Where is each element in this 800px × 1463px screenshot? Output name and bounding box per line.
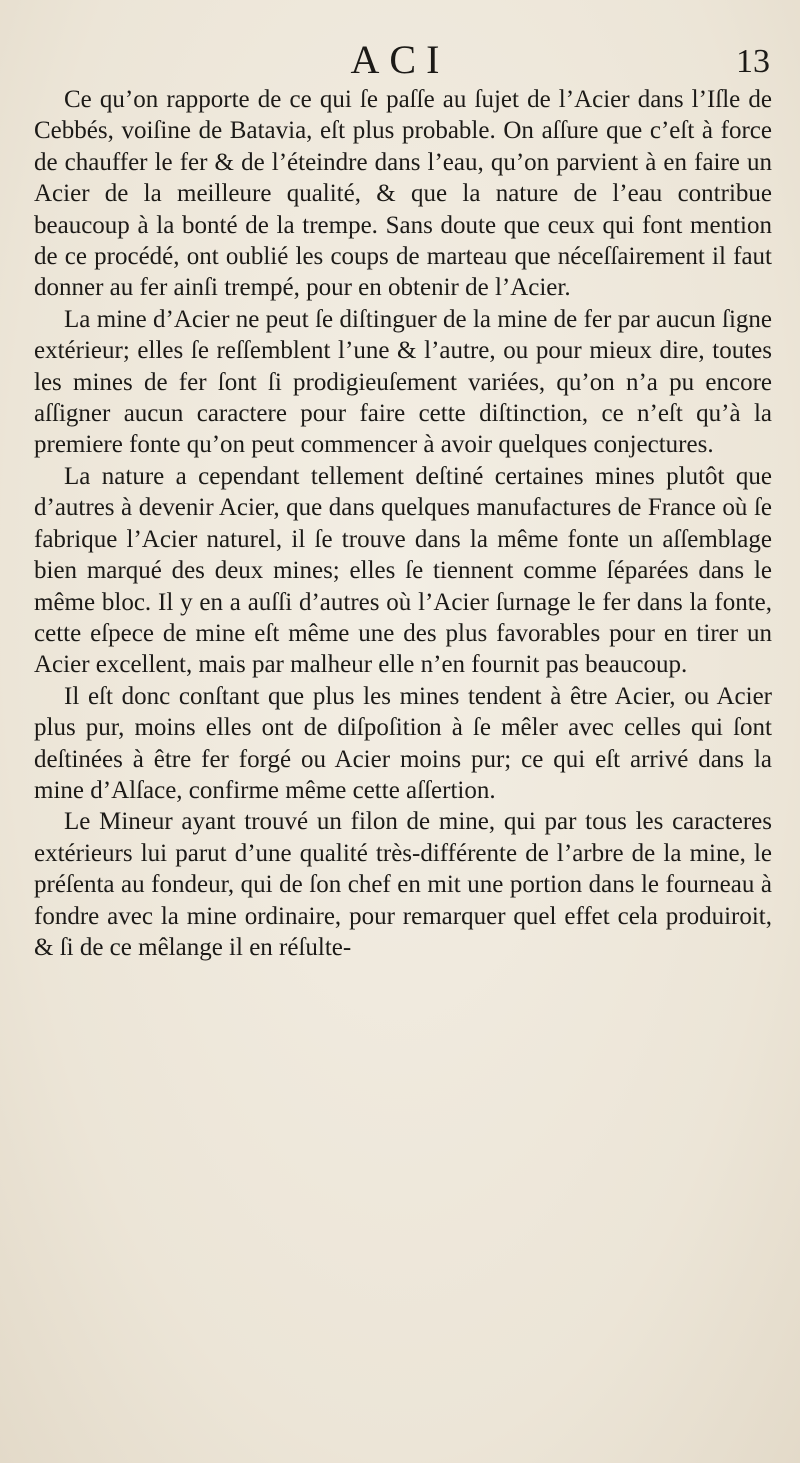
paragraph: La nature a cependant tellement deſtiné certaines mines plutôt que d’autres à devenir Acier, que dans quelques manufactures de France où ſe fabrique l’Acier naturel, il ſe trouve dans la même fonte un aſſemblage bien marqué des deux mines; elles ſe tiennent comme ſéparées dans le même bloc. Il y en a auſſi d’autres où l’Acier ſurnage le fer dans la fonte, cette eſpece de mine eſt même une des plus favorables pour en tirer un Acier excellent, mais par malheur elle n’en fournit pas beaucoup. xyxy=(34,462,772,679)
paragraph: Il eſt donc conſtant que plus les mines tendent à être Acier, ou Acier plus pur, moins elles ont de diſpoſition à ſe mêler avec celles qui ſont deſtinées à être fer forgé ou Acier moins pur; ce qui eſt arrivé dans la mine d’Alſace, confirme même cette aſſertion. xyxy=(34,682,772,804)
paragraph: Le Mineur ayant trouvé un filon de mine, qui par tous les caracteres extérieurs lui parut d’une qualité très-différente de l’arbre de la mine, le préſenta au fondeur, qui de ſon chef en mit une portion dans le fourneau à fondre avec la mine ordinaire, pour remarquer quel effet cela produiroit, & ſi de ce mêlange il en réſulte- xyxy=(34,808,772,961)
paragraph: Ce qu’on rapporte de ce qui ſe paſſe au ſujet de l’Acier dans l’Iſle de Cebbés, voiſine de Batavia, eſt plus probable. On aſſure que c’eſt à force de chauffer le fer & de l’éteindre dans l’eau, qu’on parvient à en faire un Acier de la meilleure qualité, & que la nature de l’eau contribue beaucoup à la bonté de la trempe. Sans doute que ceux qui font mention de ce procédé, ont oublié les coups de marteau que néceſſairement il faut donner au fer ainſi trempé, pour en obtenir de l’Acier. xyxy=(34,86,772,302)
running-head-title: ACI xyxy=(350,37,450,82)
body-text xyxy=(34,84,772,963)
paragraph: La mine d’Acier ne peut ſe diſtinguer de la mine de fer par aucun ſigne extérieur; elles ſe reſſemblent l’une & l’autre, ou pour mieux dire, toutes les mines de fer ſont ſi prodigieuſement variées, qu’on n’a pu encore aſſigner aucun caractere pour faire cette diſtinction, ce n’eſt qu’à la premiere fonte qu’on peut commencer à avoir quelques conjectures. xyxy=(34,305,772,459)
running-head xyxy=(0,38,800,82)
page-number: 13 xyxy=(736,43,770,80)
